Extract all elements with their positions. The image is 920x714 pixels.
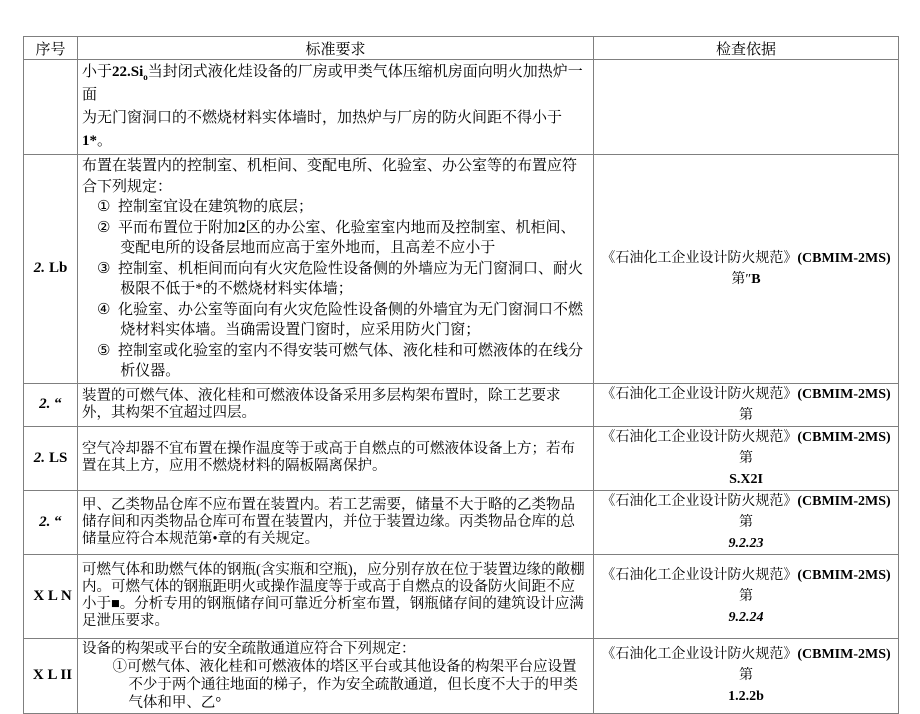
seq-cell xyxy=(24,638,78,713)
item-marker: ③ xyxy=(97,260,111,277)
column-header-seq: 序号 xyxy=(24,37,78,60)
requirement-paragraph: 空气冷却器不宜布置在操作温度等于或高于自燃点的可燃液体设备上方；若布置在其上方，应用不燃烧材料的隔板隔离保护。 xyxy=(82,441,575,474)
seq-label: Lb xyxy=(48,260,68,277)
standard-code: (CBMIM-2MS) xyxy=(797,250,891,266)
table-row xyxy=(24,490,899,554)
item-marker: ④ xyxy=(97,301,111,318)
seq-label: X L II xyxy=(32,667,73,683)
requirement-paragraph: 可燃气体和助燃气体的钢瓶(含实瓶和空瓶)，应分别存放在位于装置边缘的敞棚内。可燃气体的钢瓶距明火或操作温度等于或高于自燃点的设备防火间距不应小于■。分析专用的钢瓶储存间可靠近分析室布置，钢瓶储存间的建筑设计应满足泄压要求。 xyxy=(82,562,585,629)
standard-name: 《石油化工企业设计防火规范》 xyxy=(601,647,798,662)
column-header-basis: 检查依据 xyxy=(594,37,899,60)
seq-number: 2. xyxy=(39,513,51,530)
table-row xyxy=(24,554,899,638)
clause-number: 9.2.23 xyxy=(728,535,764,551)
basis-cell xyxy=(594,60,899,155)
basis-line xyxy=(596,491,896,533)
clause-number: 1.2.2b xyxy=(728,689,764,704)
text-segment: 小于 xyxy=(82,64,113,80)
standard-code: (CBMIM-2MS) xyxy=(797,567,891,583)
standard-code: (CBMIM-2MS) xyxy=(797,647,891,662)
clause-number: B xyxy=(751,271,761,287)
basis-line xyxy=(596,607,896,628)
seq-label: LS xyxy=(48,449,68,466)
basis-line xyxy=(596,384,896,426)
seq-cell xyxy=(24,426,78,490)
table-row xyxy=(24,155,899,384)
table-row xyxy=(24,638,899,713)
text-segment: 区的办公室、化验室室内地而及控制室、机柜间、变配电所的设备层地而应高于室外地而，且高差不应小于 xyxy=(120,219,576,256)
standard-name: 《石油化工企业设计防火规范》 xyxy=(601,386,798,402)
requirement-paragraph xyxy=(82,61,588,107)
table-header-row xyxy=(24,37,899,60)
seq-number: 2. xyxy=(33,449,45,466)
requirement-cell xyxy=(78,490,594,554)
text-segment: 。 xyxy=(97,133,113,149)
requirement-intro: 设备的构架或平台的安全疏散通道应符合下列规定： xyxy=(82,640,416,657)
seq-number: 2. xyxy=(33,260,45,277)
table-row xyxy=(24,60,899,155)
requirement-cell xyxy=(78,638,594,713)
requirement-cell xyxy=(78,155,594,384)
requirement-paragraph: 甲、乙类物品仓库不应布置在装置内。若工艺需要，储量不大于略的乙类物品储存间和丙类物品仓库可布置在装置内，并位于装置边缘。丙类物品仓库的总储量应符合本规范第•章的有关规定。 xyxy=(82,496,575,547)
clause-prefix: 第 xyxy=(739,588,753,604)
standard-name: 《石油化工企业设计防火规范》 xyxy=(601,567,798,583)
seq-label: “ xyxy=(54,513,62,530)
basis-line xyxy=(596,565,896,607)
item-marker: ⑤ xyxy=(97,342,111,359)
clause-number: S.X2I xyxy=(729,471,763,487)
item-marker: ① xyxy=(97,199,111,215)
standard-name: 《石油化工企业设计防火规范》 xyxy=(601,493,798,509)
requirement-list-item xyxy=(82,218,588,259)
seq-label: “ xyxy=(54,396,62,412)
seq-cell xyxy=(24,383,78,426)
clause-number: 9.2.24 xyxy=(728,609,764,625)
standards-table-container xyxy=(23,36,899,714)
basis-cell xyxy=(594,155,899,384)
basis-cell xyxy=(594,554,899,638)
clause-prefix: 第 xyxy=(739,450,753,466)
requirement-list-item: ①可燃气体、液化桂和可燃液体的塔区平台或其他设备的构架平台应设置不少于两个通往地面的梯子，作为安全疏散通道，但长度不大于的甲类气体和甲、乙° xyxy=(112,658,578,711)
seq-cell xyxy=(24,155,78,384)
requirement-intro: 布置在装置内的控制室、机柜间、变配电所、化验室、办公室等的布置应符合下列规定： xyxy=(82,158,578,195)
standard-code: (CBMIM-2MS) xyxy=(797,386,891,402)
basis-cell xyxy=(594,638,899,713)
basis-line xyxy=(596,469,896,490)
table-row xyxy=(24,383,899,426)
standard-name: 《石油化工企业设计防火规范》 xyxy=(601,429,798,445)
text-segment: 控制室宜设在建筑物的底层； xyxy=(117,199,313,215)
requirement-list-item xyxy=(82,197,588,218)
seq-cell xyxy=(24,490,78,554)
text-segment: 化验室、办公室等面向有火灾危险性设备侧的外墙宜为无门窗洞口不燃烧材料实体墙。当确需设置门窗时，应采用防火门窗； xyxy=(117,301,583,338)
text-segment: 控制室、机柜间而向有火灾危险性设备侧的外墙应为无门窗洞口、耐火极限不低于*的不燃烧材料实体墙； xyxy=(117,260,583,297)
clause-prefix: 第″ xyxy=(731,271,752,287)
standard-code: (CBMIM-2MS) xyxy=(797,429,891,445)
standard-code: (CBMIM-2MS) xyxy=(797,493,891,509)
requirement-cell xyxy=(78,60,594,155)
standard-name: 《石油化工企业设计防火规范》 xyxy=(601,250,798,266)
seq-number: 2. xyxy=(39,396,51,412)
basis-cell xyxy=(594,426,899,490)
basis-line xyxy=(596,427,896,469)
requirement-cell xyxy=(78,426,594,490)
item-marker: ② xyxy=(97,219,111,236)
requirement-cell xyxy=(78,383,594,426)
clause-prefix: 第 xyxy=(739,514,753,530)
seq-label: X L N xyxy=(33,587,72,604)
text-segment: 为无门窗洞口的不燃烧材料实体墙时，加热炉与厂房的防火间距不得小于 xyxy=(82,110,563,126)
text-segment-bold: 1* xyxy=(82,133,97,149)
basis-cell xyxy=(594,383,899,426)
clause-prefix: 第 xyxy=(739,668,753,683)
seq-cell xyxy=(24,60,78,155)
text-segment-bold: 2 xyxy=(237,219,246,236)
basis-line xyxy=(596,644,896,686)
clause-prefix: 第 xyxy=(739,407,753,423)
text-segment: 控制室或化验室的室内不得安装可燃气体、液化桂和可燃液体的在线分析仪器。 xyxy=(117,342,583,379)
standards-table xyxy=(23,36,899,714)
text-segment: o xyxy=(143,72,148,82)
table-row xyxy=(24,426,899,490)
basis-line xyxy=(596,248,896,269)
basis-line xyxy=(596,533,896,554)
text-segment-bold: 22.Si xyxy=(112,64,144,80)
requirement-cell xyxy=(78,554,594,638)
requirement-paragraph xyxy=(82,107,588,153)
text-segment: 平而布置位于附加 xyxy=(117,219,238,236)
seq-cell xyxy=(24,554,78,638)
requirement-list-item xyxy=(82,300,588,341)
text-segment: 当封闭式液化烓设备的厂房或甲类气体压缩机房面向明火加热炉一面 xyxy=(82,64,583,103)
basis-cell xyxy=(594,490,899,554)
basis-line xyxy=(596,686,896,707)
requirement-list-item xyxy=(82,259,588,300)
column-header-requirement: 标准要求 xyxy=(78,37,594,60)
requirement-list-item xyxy=(82,341,588,382)
requirement-paragraph: 装置的可燃气体、液化桂和可燃液体设备采用多层构架布置时，除工艺要求外，其构架不宜超过四层。 xyxy=(82,387,561,421)
basis-line xyxy=(596,269,896,290)
